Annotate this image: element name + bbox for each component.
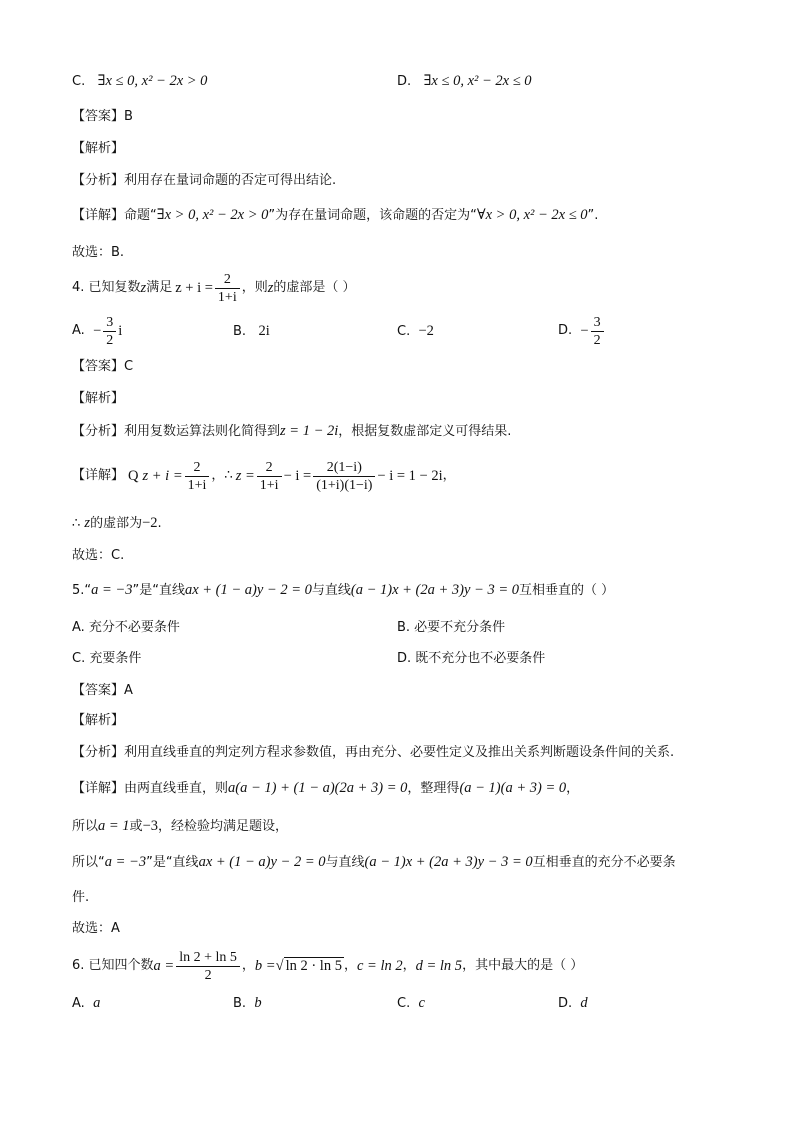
q4-stem-fraction: $\frac{2}{1+i}$: [215, 271, 240, 306]
q3-option-d-math: ∃x ≤ 0, x² − 2x ≤ 0: [423, 73, 532, 89]
q5-choice: 故选：A: [72, 921, 120, 936]
q3-jiexi-heading: 【解析】: [72, 141, 125, 156]
q5-jiexi-heading: 【解析】: [72, 713, 125, 728]
q6-b-sqrt: √ ln 2 · ln 5: [275, 958, 342, 974]
q5-stem: 5.“a = −3”是“直线ax + (1 − a)y − 2 = 0与直线(a − 1)x + (2a + 3)y − 3 = 0互相垂直的（ ）: [72, 582, 615, 598]
q6-option-b: B. b: [233, 995, 262, 1011]
q5-analysis: 【分析】利用直线垂直的判定列方程求参数值，再由充分、必要性定义及推出关系判断题设条件间的关系.: [72, 745, 675, 760]
q5-option-b: B. 必要不充分条件: [397, 620, 506, 635]
q5-answer: 【答案】A: [72, 683, 133, 698]
q5-conclusion-wrap: 件.: [72, 890, 90, 905]
q3-answer: 【答案】B: [72, 109, 133, 124]
q4-analysis: 【分析】利用复数运算法则化简得到z = 1 − 2i，根据复数虚部定义可得结果.: [72, 423, 512, 439]
q4-option-b: B. 2i: [233, 323, 270, 339]
q4-choice: 故选：C.: [72, 548, 125, 563]
q4-option-c: C. −2: [397, 323, 434, 339]
q3-option-d: D. ∃x ≤ 0, x² − 2x ≤ 0: [397, 73, 532, 89]
q5-result: 所以a = 1或−3，经检验均满足题设，: [72, 818, 289, 834]
q4-stem: 4. 已知复数 z 满足 z + i = $\frac{2}{1+i}$ ，则 z 的虚部是（ ）: [72, 271, 356, 305]
q3-option-c-math: ∃x ≤ 0, x² − 2x > 0: [97, 73, 208, 89]
q6-option-c: C. c: [397, 995, 425, 1011]
q4-jiexi-heading: 【解析】: [72, 391, 125, 406]
q5-option-c: C. 充要条件: [72, 651, 142, 666]
q4-detail: 【详解】 Q z + i = $\frac{2}{1+i}$ ，∴ z = $\frac{2}{1+i}$ − i = $\frac{2(1-i)}{(1+i)(1-i)}$ − i = 1 − 2i ，: [72, 459, 456, 493]
q4-option-a: A. − $\frac{3}{2}$ i: [72, 314, 123, 348]
q6-a-fraction: $\frac{\ln 2 + \ln 5}{2}$: [176, 949, 240, 984]
q5-detail: 【详解】由两直线垂直，则a(a − 1) + (1 − a)(2a + 3) = 0，整理得(a − 1)(a + 3) = 0，: [72, 780, 580, 796]
q3-detail: 【详解】命题“∃x > 0, x² − 2x > 0”为存在量词命题，该命题的否定为“∀x > 0, x² − 2x ≤ 0”.: [72, 207, 599, 223]
q4-conclusion: ∴ z的虚部为−2.: [72, 515, 162, 531]
q6-option-a: A. a: [72, 995, 101, 1011]
q3-choice: 故选：B.: [72, 245, 125, 260]
q4-option-d: D. − $\frac{3}{2}$: [558, 310, 606, 352]
q6-stem: 6. 已知四个数 a = $\frac{\ln 2 + \ln 5}{2}$ ， b = √ ln 2 · ln 5 ， c = ln 2 ， d = ln 5 ，其中最大的是（ ）: [72, 949, 584, 983]
q4-answer: 【答案】C: [72, 359, 134, 374]
q5-option-d: D. 既不充分也不必要条件: [397, 651, 546, 666]
q3-analysis: 【分析】利用存在量词命题的否定可得出结论.: [72, 173, 337, 188]
q3-option-c: C. ∃x ≤ 0, x² − 2x > 0: [72, 73, 208, 89]
q6-option-d: D. d: [558, 995, 588, 1011]
q5-option-a: A. 充分不必要条件: [72, 620, 180, 635]
q5-conclusion: 所以“a = −3”是“直线ax + (1 − a)y − 2 = 0与直线(a − 1)x + (2a + 3)y − 3 = 0互相垂直的充分不必要条: [72, 854, 676, 870]
